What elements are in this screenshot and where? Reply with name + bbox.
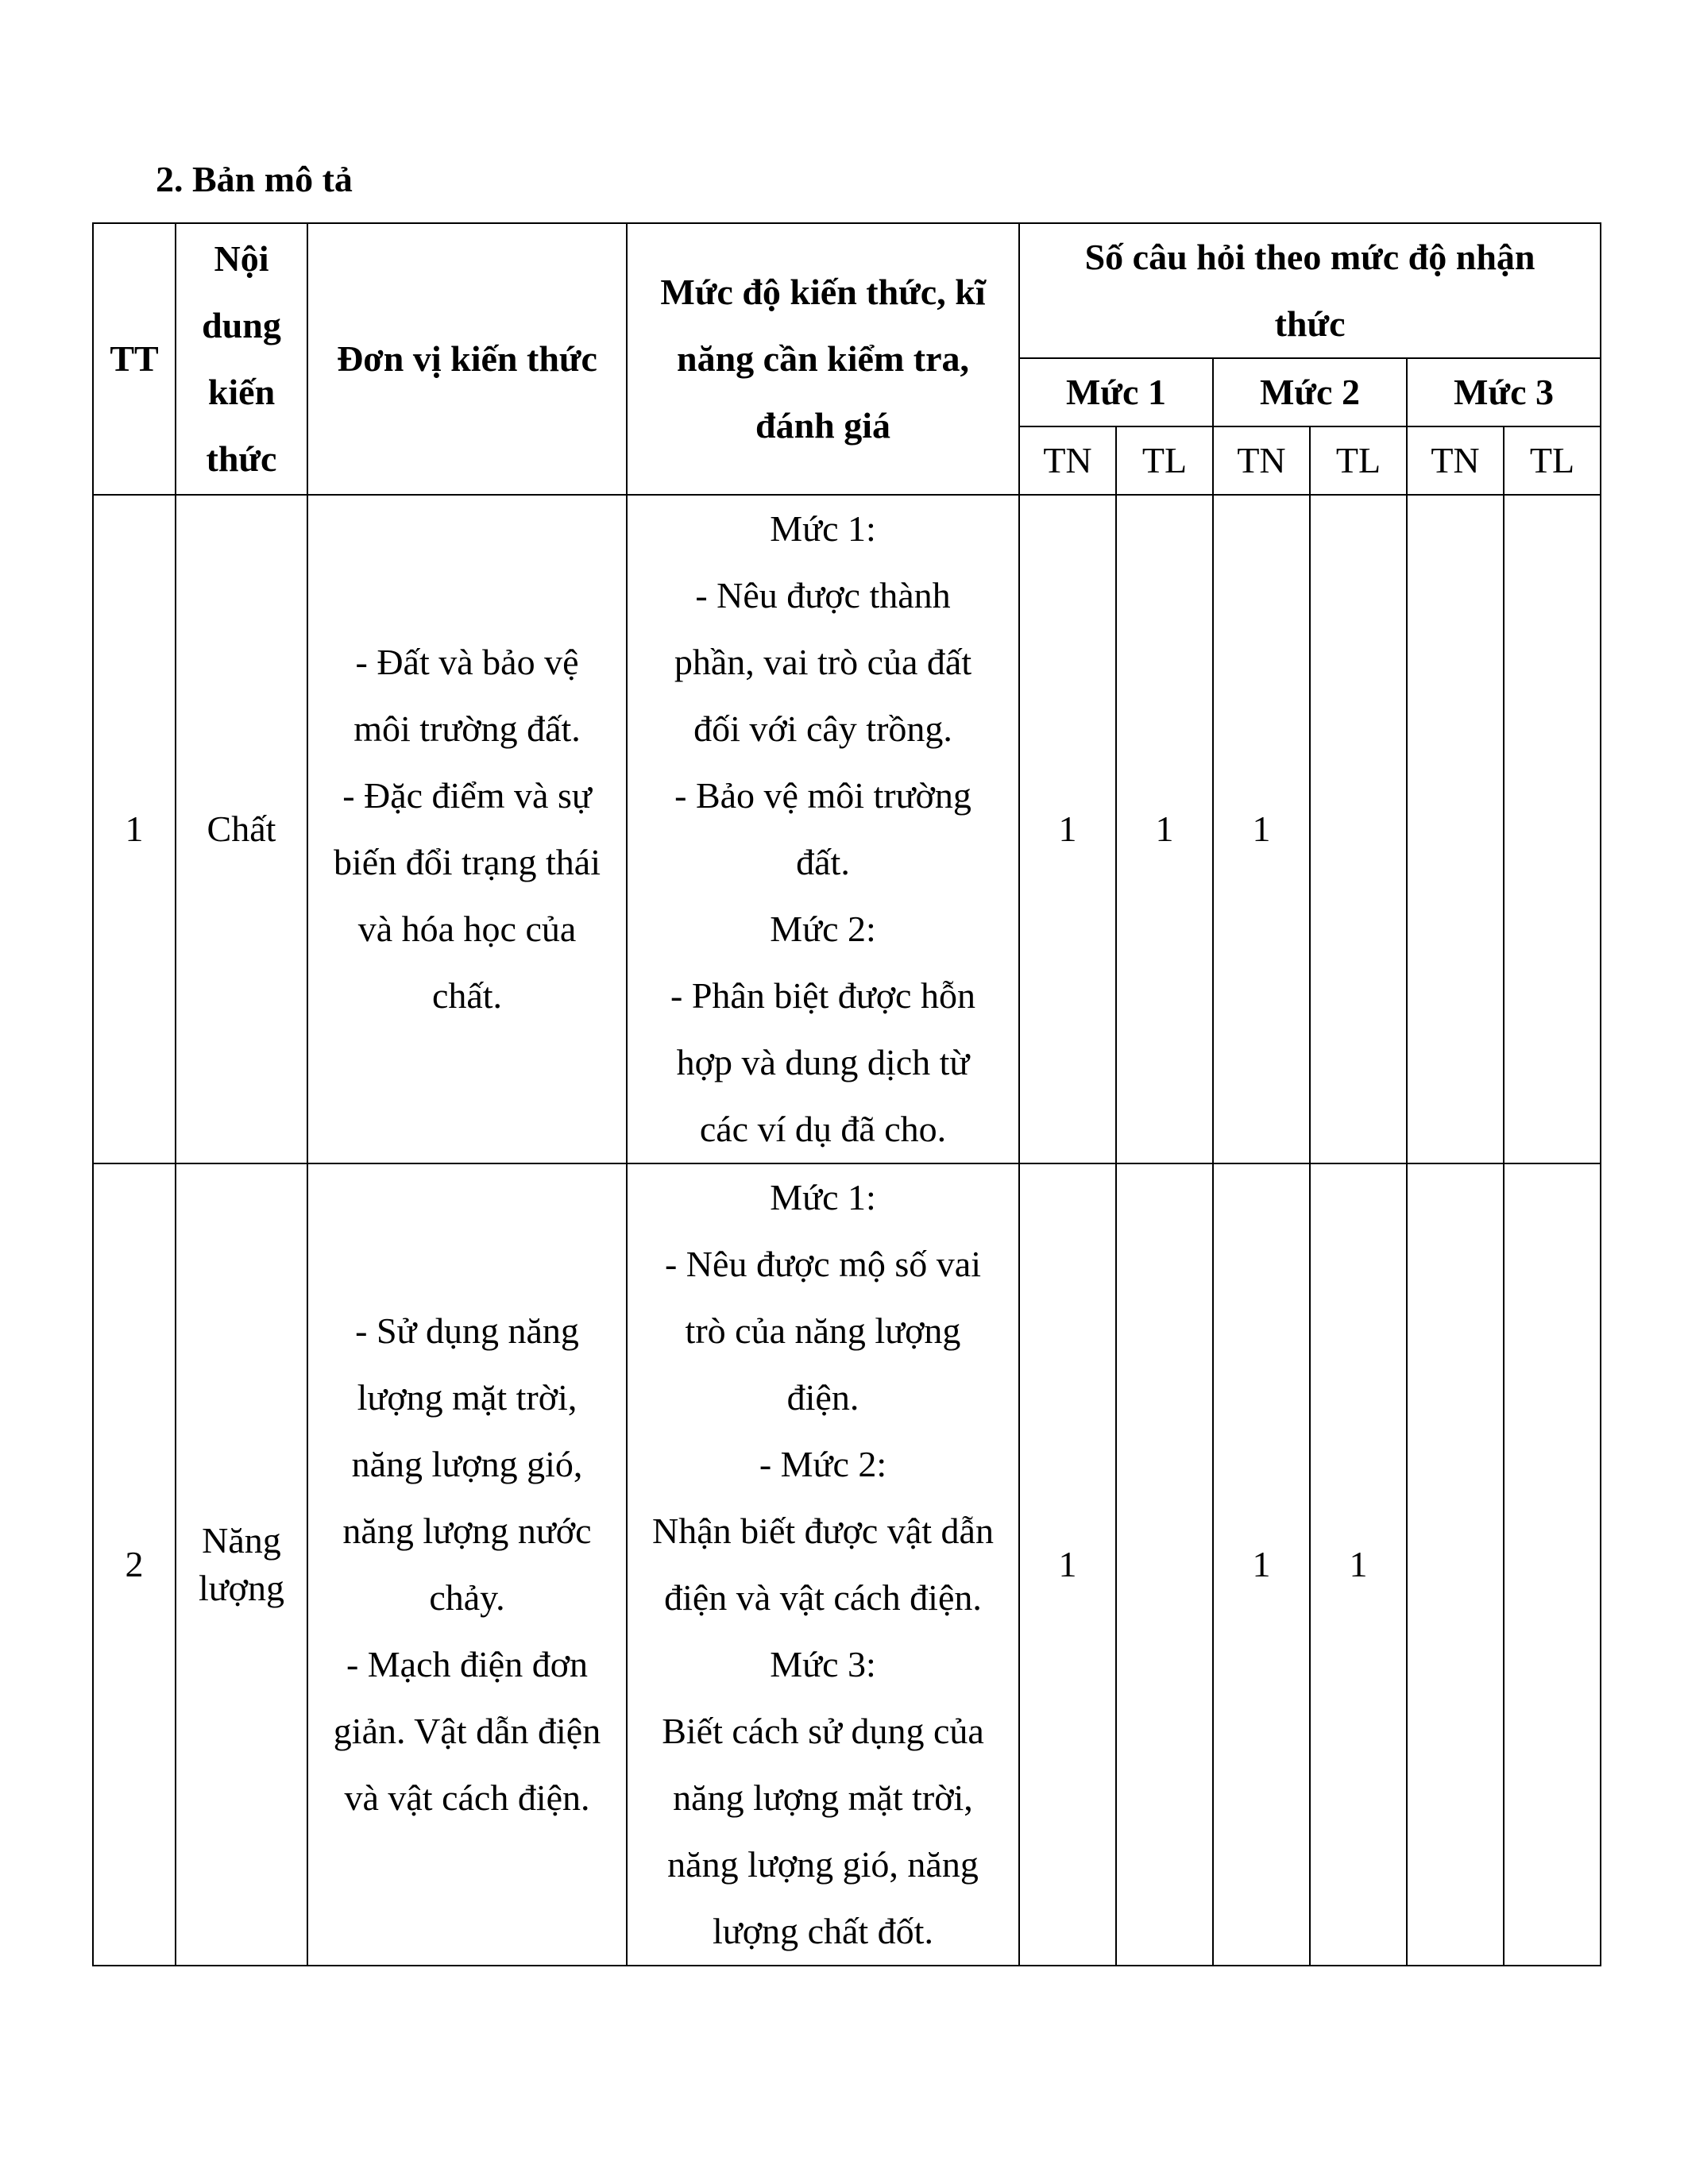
header-level-1: Mức 1	[1019, 358, 1213, 426]
count-level3-tl	[1504, 495, 1601, 1163]
table-row	[93, 495, 1601, 1163]
count-level2-tn: 1	[1213, 1163, 1310, 1966]
row-unit: - Sử dụng năng lượng mặt trời, năng lượng gió, năng lượng nước chảy. - Mạch điện đơn giản. Vật dẫn điện và vật cách điện.	[307, 1163, 627, 1966]
header-sub-tn: TN	[1213, 426, 1310, 495]
count-level3-tl	[1504, 1163, 1601, 1966]
header-question-count: Số câu hỏi theo mức độ nhận thức	[1019, 223, 1601, 358]
row-description: Mức 1: - Nêu được thành phần, vai trò của đất đối với cây trồng. - Bảo vệ môi trường đất. Mức 2: - Phân biệt được hỗn hợp và dung dịch từ các ví dụ đã cho.	[627, 495, 1019, 1163]
header-sub-tl: TL	[1310, 426, 1407, 495]
header-level-desc: Mức độ kiến thức, kĩ năng cần kiểm tra, đánh giá	[627, 223, 1019, 495]
header-unit: Đơn vị kiến thức	[307, 223, 627, 495]
header-tt: TT	[93, 223, 176, 495]
row-number: 1	[93, 495, 176, 1163]
count-level2-tl: 1	[1310, 1163, 1407, 1966]
row-number: 2	[93, 1163, 176, 1966]
header-level-2: Mức 2	[1213, 358, 1407, 426]
table-row	[93, 1163, 1601, 1966]
count-level1-tn: 1	[1019, 495, 1116, 1163]
header-sub-tl: TL	[1116, 426, 1213, 495]
count-level2-tn: 1	[1213, 495, 1310, 1163]
row-unit: - Đất và bảo vệ môi trường đất. - Đặc điểm và sự biến đổi trạng thái và hóa học của chất.	[307, 495, 627, 1163]
header-level-3: Mức 3	[1407, 358, 1601, 426]
row-content: Chất	[176, 495, 307, 1163]
section-title: 2. Bản mô tả	[156, 159, 353, 199]
header-sub-tl: TL	[1504, 426, 1601, 495]
count-level1-tn: 1	[1019, 1163, 1116, 1966]
row-description: Mức 1: - Nêu được mộ số vai trò của năng lượng điện. - Mức 2: Nhận biết được vật dẫn điện và vật cách điện. Mức 3: Biết cách sử dụng của năng lượng mặt trời, năng lượng gió, năng lượng chất đốt.	[627, 1163, 1019, 1966]
header-sub-tn: TN	[1019, 426, 1116, 495]
count-level1-tl: 1	[1116, 495, 1213, 1163]
count-level1-tl	[1116, 1163, 1213, 1966]
count-level2-tl	[1310, 495, 1407, 1163]
count-level3-tn	[1407, 1163, 1504, 1966]
description-table	[92, 222, 1601, 1966]
header-sub-tn: TN	[1407, 426, 1504, 495]
count-level3-tn	[1407, 495, 1504, 1163]
row-content: Năng lượng	[176, 1163, 307, 1966]
header-content: Nội dung kiến thức	[176, 223, 307, 495]
